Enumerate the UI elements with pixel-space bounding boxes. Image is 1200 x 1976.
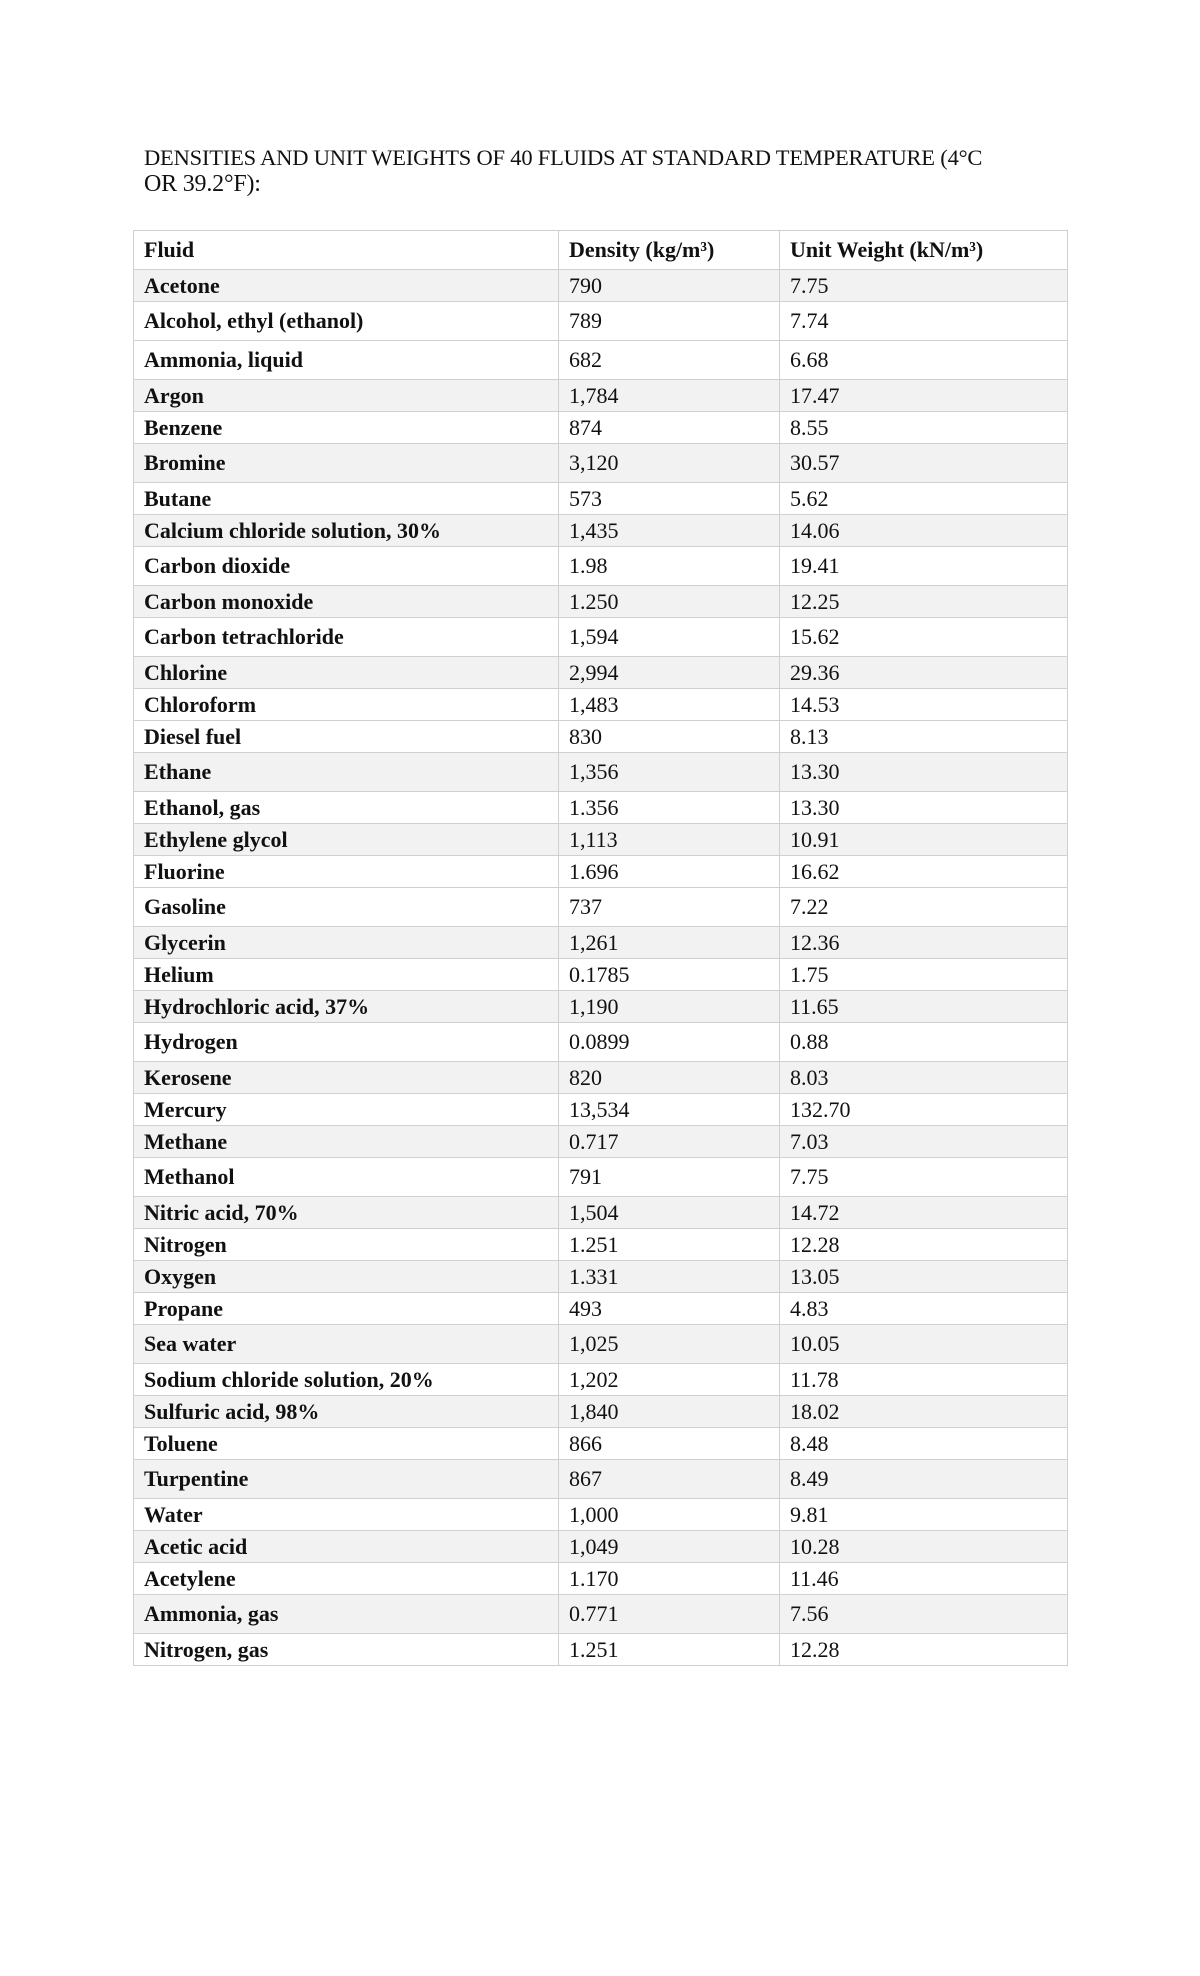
cell-density: 867 — [559, 1460, 780, 1499]
cell-unit-weight: 17.47 — [780, 380, 1068, 412]
cell-fluid: Helium — [134, 959, 559, 991]
cell-fluid: Ethanol, gas — [134, 792, 559, 824]
cell-fluid: Ethane — [134, 753, 559, 792]
cell-density: 1.250 — [559, 586, 780, 618]
cell-unit-weight: 12.36 — [780, 927, 1068, 959]
cell-unit-weight: 30.57 — [780, 444, 1068, 483]
cell-density: 1,356 — [559, 753, 780, 792]
cell-unit-weight: 0.88 — [780, 1023, 1068, 1062]
cell-density: 1,025 — [559, 1325, 780, 1364]
cell-fluid: Sea water — [134, 1325, 559, 1364]
cell-density: 1.251 — [559, 1229, 780, 1261]
cell-unit-weight: 10.28 — [780, 1531, 1068, 1563]
cell-density: 0.0899 — [559, 1023, 780, 1062]
cell-density: 830 — [559, 721, 780, 753]
cell-fluid: Toluene — [134, 1428, 559, 1460]
cell-unit-weight: 11.46 — [780, 1563, 1068, 1595]
cell-unit-weight: 12.28 — [780, 1229, 1068, 1261]
cell-fluid: Hydrochloric acid, 37% — [134, 991, 559, 1023]
cell-fluid: Argon — [134, 380, 559, 412]
cell-unit-weight: 12.25 — [780, 586, 1068, 618]
table-row — [134, 753, 1068, 792]
page-title — [144, 145, 1074, 197]
cell-density: 791 — [559, 1158, 780, 1197]
cell-unit-weight: 29.36 — [780, 657, 1068, 689]
cell-density: 1,504 — [559, 1197, 780, 1229]
table-row — [134, 1634, 1068, 1666]
cell-density: 874 — [559, 412, 780, 444]
cell-density: 0.1785 — [559, 959, 780, 991]
table-row — [134, 1229, 1068, 1261]
cell-density: 573 — [559, 483, 780, 515]
table-row — [134, 1261, 1068, 1293]
table-row — [134, 1396, 1068, 1428]
table-header-row — [134, 231, 1068, 270]
cell-unit-weight: 18.02 — [780, 1396, 1068, 1428]
table-row — [134, 1460, 1068, 1499]
cell-density: 1.696 — [559, 856, 780, 888]
cell-fluid: Calcium chloride solution, 30% — [134, 515, 559, 547]
cell-fluid: Hydrogen — [134, 1023, 559, 1062]
cell-unit-weight: 8.49 — [780, 1460, 1068, 1499]
cell-fluid: Nitric acid, 70% — [134, 1197, 559, 1229]
table-row — [134, 657, 1068, 689]
table-row — [134, 1531, 1068, 1563]
cell-unit-weight: 7.22 — [780, 888, 1068, 927]
cell-density: 1,261 — [559, 927, 780, 959]
cell-density: 1,113 — [559, 824, 780, 856]
cell-fluid: Nitrogen — [134, 1229, 559, 1261]
cell-density: 1,594 — [559, 618, 780, 657]
table-row — [134, 1094, 1068, 1126]
cell-unit-weight: 4.83 — [780, 1293, 1068, 1325]
cell-density: 0.771 — [559, 1595, 780, 1634]
cell-unit-weight: 132.70 — [780, 1094, 1068, 1126]
table-row — [134, 689, 1068, 721]
cell-unit-weight: 8.55 — [780, 412, 1068, 444]
table-row — [134, 1197, 1068, 1229]
cell-fluid: Ammonia, gas — [134, 1595, 559, 1634]
cell-density: 1,784 — [559, 380, 780, 412]
table-row — [134, 444, 1068, 483]
cell-unit-weight: 6.68 — [780, 341, 1068, 380]
table-row — [134, 380, 1068, 412]
column-header-density: Density (kg/m³) — [559, 231, 780, 270]
cell-fluid: Water — [134, 1499, 559, 1531]
table-row — [134, 792, 1068, 824]
cell-fluid: Acetylene — [134, 1563, 559, 1595]
cell-fluid: Chloroform — [134, 689, 559, 721]
table-row — [134, 927, 1068, 959]
cell-density: 493 — [559, 1293, 780, 1325]
table-row — [134, 1126, 1068, 1158]
cell-fluid: Propane — [134, 1293, 559, 1325]
page-title-line-2: OR 39.2°F): — [144, 171, 261, 197]
cell-fluid: Ammonia, liquid — [134, 341, 559, 380]
cell-density: 866 — [559, 1428, 780, 1460]
table-row — [134, 1023, 1068, 1062]
cell-fluid: Mercury — [134, 1094, 559, 1126]
cell-density: 3,120 — [559, 444, 780, 483]
cell-unit-weight: 5.62 — [780, 483, 1068, 515]
cell-density: 1,049 — [559, 1531, 780, 1563]
cell-density: 1,483 — [559, 689, 780, 721]
cell-fluid: Sulfuric acid, 98% — [134, 1396, 559, 1428]
cell-unit-weight: 10.91 — [780, 824, 1068, 856]
cell-fluid: Glycerin — [134, 927, 559, 959]
cell-density: 1.170 — [559, 1563, 780, 1595]
table-row — [134, 721, 1068, 753]
column-header-unit-weight: Unit Weight (kN/m³) — [780, 231, 1068, 270]
table-row — [134, 856, 1068, 888]
table-row — [134, 888, 1068, 927]
cell-fluid: Benzene — [134, 412, 559, 444]
cell-unit-weight: 11.65 — [780, 991, 1068, 1023]
table-row — [134, 586, 1068, 618]
table-row — [134, 302, 1068, 341]
cell-unit-weight: 8.48 — [780, 1428, 1068, 1460]
cell-fluid: Methanol — [134, 1158, 559, 1197]
cell-unit-weight: 14.53 — [780, 689, 1068, 721]
cell-unit-weight: 14.06 — [780, 515, 1068, 547]
cell-density: 1,840 — [559, 1396, 780, 1428]
cell-unit-weight: 7.75 — [780, 1158, 1068, 1197]
cell-density: 737 — [559, 888, 780, 927]
cell-density: 2,994 — [559, 657, 780, 689]
cell-unit-weight: 7.75 — [780, 270, 1068, 302]
cell-fluid: Carbon tetrachloride — [134, 618, 559, 657]
cell-density: 1,435 — [559, 515, 780, 547]
cell-density: 0.717 — [559, 1126, 780, 1158]
table-row — [134, 1428, 1068, 1460]
cell-fluid: Oxygen — [134, 1261, 559, 1293]
cell-fluid: Fluorine — [134, 856, 559, 888]
cell-unit-weight: 7.03 — [780, 1126, 1068, 1158]
table-row — [134, 1158, 1068, 1197]
cell-unit-weight: 13.05 — [780, 1261, 1068, 1293]
cell-unit-weight: 11.78 — [780, 1364, 1068, 1396]
cell-unit-weight: 19.41 — [780, 547, 1068, 586]
table-row — [134, 1364, 1068, 1396]
fluid-density-table — [133, 230, 1068, 1666]
cell-density: 1.251 — [559, 1634, 780, 1666]
cell-unit-weight: 13.30 — [780, 792, 1068, 824]
cell-unit-weight: 16.62 — [780, 856, 1068, 888]
cell-density: 13,534 — [559, 1094, 780, 1126]
cell-density: 1.98 — [559, 547, 780, 586]
table-row — [134, 991, 1068, 1023]
cell-fluid: Sodium chloride solution, 20% — [134, 1364, 559, 1396]
cell-unit-weight: 13.30 — [780, 753, 1068, 792]
table-row — [134, 1062, 1068, 1094]
cell-fluid: Chlorine — [134, 657, 559, 689]
cell-unit-weight: 10.05 — [780, 1325, 1068, 1364]
cell-fluid: Methane — [134, 1126, 559, 1158]
cell-fluid: Gasoline — [134, 888, 559, 927]
table-row — [134, 959, 1068, 991]
cell-fluid: Acetone — [134, 270, 559, 302]
cell-unit-weight: 9.81 — [780, 1499, 1068, 1531]
table-row — [134, 1563, 1068, 1595]
cell-fluid: Turpentine — [134, 1460, 559, 1499]
cell-density: 682 — [559, 341, 780, 380]
column-header-fluid: Fluid — [134, 231, 559, 270]
cell-unit-weight: 15.62 — [780, 618, 1068, 657]
cell-fluid: Nitrogen, gas — [134, 1634, 559, 1666]
cell-density: 1,000 — [559, 1499, 780, 1531]
table-row — [134, 341, 1068, 380]
cell-unit-weight: 12.28 — [780, 1634, 1068, 1666]
cell-density: 789 — [559, 302, 780, 341]
table-row — [134, 1325, 1068, 1364]
cell-density: 1.356 — [559, 792, 780, 824]
cell-fluid: Butane — [134, 483, 559, 515]
table-row — [134, 515, 1068, 547]
cell-unit-weight: 8.13 — [780, 721, 1068, 753]
cell-unit-weight: 1.75 — [780, 959, 1068, 991]
cell-unit-weight: 8.03 — [780, 1062, 1068, 1094]
table-row — [134, 618, 1068, 657]
cell-fluid: Carbon monoxide — [134, 586, 559, 618]
table-row — [134, 1499, 1068, 1531]
table-row — [134, 483, 1068, 515]
cell-density: 790 — [559, 270, 780, 302]
table-row — [134, 412, 1068, 444]
table-body — [134, 270, 1068, 1666]
cell-density: 1.331 — [559, 1261, 780, 1293]
cell-fluid: Bromine — [134, 444, 559, 483]
table-row — [134, 547, 1068, 586]
table-row — [134, 824, 1068, 856]
cell-fluid: Kerosene — [134, 1062, 559, 1094]
cell-fluid: Diesel fuel — [134, 721, 559, 753]
table-row — [134, 270, 1068, 302]
cell-fluid: Ethylene glycol — [134, 824, 559, 856]
cell-fluid: Acetic acid — [134, 1531, 559, 1563]
page-title-line-1: DENSITIES AND UNIT WEIGHTS OF 40 FLUIDS AT STANDARD TEMPERATURE (4°C — [144, 145, 983, 170]
cell-density: 820 — [559, 1062, 780, 1094]
cell-density: 1,202 — [559, 1364, 780, 1396]
table-row — [134, 1293, 1068, 1325]
cell-unit-weight: 7.56 — [780, 1595, 1068, 1634]
table-row — [134, 1595, 1068, 1634]
cell-fluid: Carbon dioxide — [134, 547, 559, 586]
cell-unit-weight: 7.74 — [780, 302, 1068, 341]
cell-unit-weight: 14.72 — [780, 1197, 1068, 1229]
cell-fluid: Alcohol, ethyl (ethanol) — [134, 302, 559, 341]
cell-density: 1,190 — [559, 991, 780, 1023]
